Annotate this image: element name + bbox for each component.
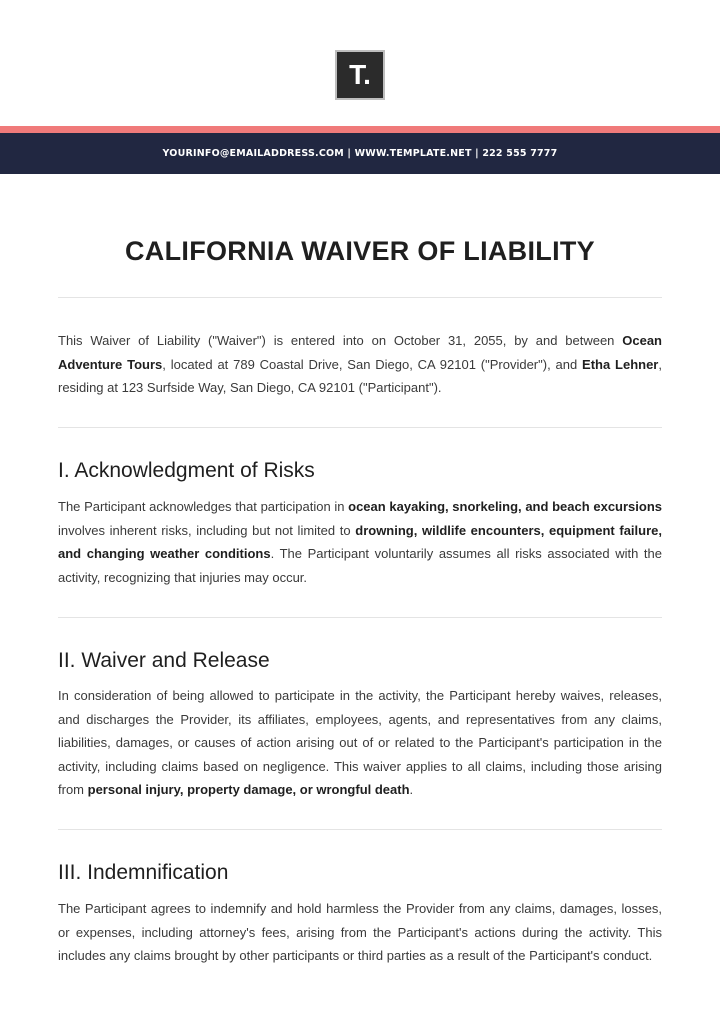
intro-paragraph: This Waiver of Liability ("Waiver") is entered into on October 31, 2055, by and between Ocean Adventure Tours, located at 789 Coastal Drive, San Diego, CA 92101 ("Provider"), and Etha Lehner, residing at 123 Surfside Way, San Diego, CA 92101 ("Participant"). [58, 333, 662, 395]
participant-name: Etha Lehner [582, 356, 659, 372]
brand-logo [335, 50, 385, 100]
logo-letter: T. [349, 59, 371, 90]
provider-name: Ocean Adventure Tours [58, 333, 662, 372]
section-heading-risks: I. Acknowledgment of Risks [58, 459, 315, 482]
section-heading-indemnification: III. Indemnification [58, 861, 229, 884]
contact-bar [0, 133, 720, 174]
divider [58, 617, 662, 618]
divider [58, 427, 662, 428]
document-body [58, 236, 663, 963]
section-text-waiver: In consideration of being allowed to participate in the activity, the Participant hereby waives, releases, and discharges the Provider, its affiliates, employees, agents, and representatives from any claims, liabilities, damages, or causes of action arising out of or related to the Participant's participation in the activity, including claims based on negligence. This waiver applies to all claims, including those arising from personal injury, property damage, or wrongful death. [58, 688, 662, 797]
contact-info: YOURINFO@EMAILADDRESS.COM | WWW.TEMPLATE.NET | 222 555 7777 [162, 148, 558, 159]
divider [58, 297, 662, 298]
accent-stripe [0, 126, 720, 133]
document-title: CALIFORNIA WAIVER OF LIABILITY [125, 236, 595, 266]
logo-container [0, 50, 720, 100]
section-text-risks: The Participant acknowledges that participation in ocean kayaking, snorkeling, and beach excursions involves inherent risks, including but not limited to drowning, wildlife encounters, equipment failure, and changing weather conditions. The Participant voluntarily assumes all risks associated with the activity, recognizing that injuries may occur. [58, 499, 663, 585]
section-text-indemnification: The Participant agrees to indemnify and hold harmless the Provider from any claims, damages, losses, or expenses, including attorney's fees, arising from the Participant's actions during the activity. This includes any claims brought by other participants or third parties as a result of the Participant's conduct. [58, 901, 662, 963]
section-heading-waiver: II. Waiver and Release [58, 649, 270, 672]
divider [58, 829, 662, 830]
